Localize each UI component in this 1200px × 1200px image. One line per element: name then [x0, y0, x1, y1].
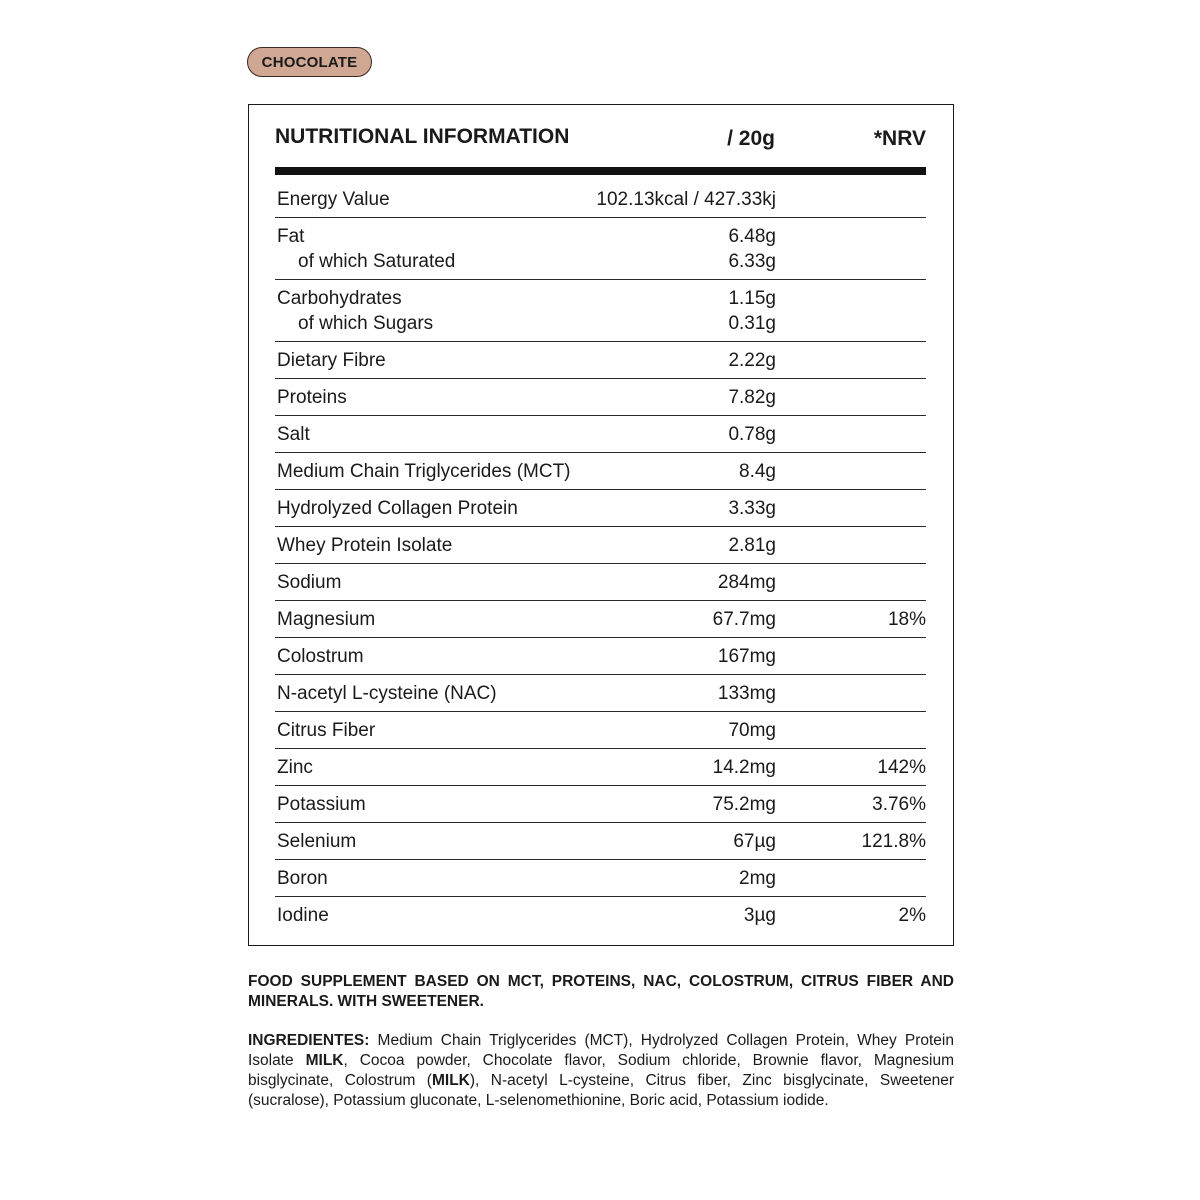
nutrient-name: Whey Protein Isolate: [277, 535, 453, 556]
row-line: [275, 496, 926, 521]
table-row: [275, 453, 926, 490]
row-line: [275, 681, 926, 706]
table-row: [275, 712, 926, 749]
nutrient-amount: 0.31g: [728, 313, 776, 334]
table-row: [275, 527, 926, 564]
ingredients-part: , Cocoa powder, Chocolate flavor, Sodium chloride, Brownie flavor, Magnesium bisglycinate, Colostrum (: [248, 1052, 955, 1089]
row-line: [275, 755, 926, 780]
nutrient-amount: 3.33g: [728, 498, 776, 519]
nutrient-name: N-acetyl L-cysteine (NAC): [277, 683, 497, 704]
nutrient-name: Fat: [277, 226, 305, 247]
nutrient-amount: 133mg: [717, 683, 776, 704]
table-row: [275, 490, 926, 527]
flavor-badge: CHOCOLATE: [247, 47, 372, 77]
allergen-milk: MILK: [305, 1052, 344, 1069]
row-line: [275, 249, 926, 274]
nutrient-amount: 70mg: [728, 720, 776, 741]
nutrient-name: Dietary Fibre: [277, 350, 386, 371]
table-row: [275, 749, 926, 786]
nutrient-nrv: 142%: [877, 757, 926, 778]
row-line: [275, 644, 926, 669]
nutrient-name: Sodium: [277, 572, 342, 593]
nutrient-name: Selenium: [277, 831, 357, 852]
row-line: [275, 385, 926, 410]
nutrient-name: Medium Chain Triglycerides (MCT): [277, 461, 571, 482]
nutrient-nrv: 18%: [887, 609, 926, 630]
table-row: [275, 416, 926, 453]
nutrient-nrv: 121.8%: [861, 831, 926, 852]
row-line: [275, 903, 926, 928]
allergen-milk: MILK: [431, 1072, 470, 1089]
nutrient-amount: 67.7mg: [712, 609, 776, 630]
nutrient-amount: 3µg: [743, 905, 776, 926]
row-line: [275, 224, 926, 249]
row-line: [275, 311, 926, 336]
nutrient-amount: 75.2mg: [712, 794, 776, 815]
nutrient-name: Potassium: [277, 794, 366, 815]
ingredients-text: [248, 1031, 954, 1111]
row-line: [275, 533, 926, 558]
nutrient-name: Proteins: [277, 387, 347, 408]
row-line: [275, 570, 926, 595]
nutrient-nrv: 2%: [898, 905, 926, 926]
nutrient-amount: 2.22g: [728, 350, 776, 371]
nutrient-amount: 102.13kcal / 427.33kj: [596, 189, 776, 210]
nutrient-amount: 6.33g: [728, 251, 776, 272]
nutrient-amount: 67µg: [733, 831, 776, 852]
table-row: [275, 181, 926, 218]
per-serving-header: / 20g: [727, 127, 775, 150]
nutrient-amount: 8.4g: [739, 461, 776, 482]
table-row: [275, 897, 926, 934]
nrv-header: *NRV: [873, 127, 926, 150]
row-line: [275, 829, 926, 854]
table-header: [275, 125, 926, 155]
nutrient-name: Colostrum: [277, 646, 364, 667]
table-row: [275, 218, 926, 280]
nutrient-amount: 14.2mg: [712, 757, 776, 778]
nutrient-name: Citrus Fiber: [277, 720, 376, 741]
nutrient-name: Salt: [277, 424, 310, 445]
nutrient-amount: 2mg: [739, 868, 776, 889]
table-row: [275, 379, 926, 416]
ingredients-part: Medium Chain Triglycerides (MCT), Hydrolyzed Collagen Protein, Whey Protein Isolate: [248, 1032, 954, 1069]
table-row: [275, 823, 926, 860]
row-line: [275, 286, 926, 311]
row-line: [275, 607, 926, 632]
nutrient-nrv: 3.76%: [872, 794, 926, 815]
row-line: [275, 348, 926, 373]
header-divider: [275, 167, 926, 175]
row-line: [275, 792, 926, 817]
table-row: [275, 638, 926, 675]
table-row: [275, 601, 926, 638]
nutrition-table: [248, 104, 954, 946]
table-row: [275, 786, 926, 823]
nutrient-name: Zinc: [277, 757, 313, 778]
nutrient-amount: 284mg: [717, 572, 776, 593]
table-title: NUTRITIONAL INFORMATION: [275, 125, 570, 148]
nutrient-name: Iodine: [277, 905, 329, 926]
nutrient-amount: 7.82g: [728, 387, 776, 408]
ingredients-part: ), N-acetyl L-cysteine, Citrus fiber, Zinc bisglycinate, Sweetener (sucralose), Potassium gluconate, L-selenomethionine, Boric acid, Potassium iodide.: [248, 1072, 955, 1109]
nutrient-amount: 2.81g: [728, 535, 776, 556]
product-description: FOOD SUPPLEMENT BASED ON MCT, PROTEINS, NAC, COLOSTRUM, CITRUS FIBER AND MINERALS. WITH SWEETENER.: [248, 973, 954, 1010]
nutrient-name: of which Sugars: [298, 313, 434, 334]
row-line: [275, 187, 926, 212]
table-row: [275, 342, 926, 379]
table-row: [275, 675, 926, 712]
row-line: [275, 718, 926, 743]
table-row: [275, 860, 926, 897]
nutrient-amount: 167mg: [717, 646, 776, 667]
row-line: [275, 459, 926, 484]
nutrient-name: Energy Value: [277, 189, 390, 210]
row-line: [275, 422, 926, 447]
ingredients-label: INGREDIENTES:: [248, 1032, 370, 1049]
table-row: [275, 280, 926, 342]
row-line: [275, 866, 926, 891]
nutrient-name: Hydrolyzed Collagen Protein: [277, 498, 518, 519]
nutrient-name: of which Saturated: [298, 251, 456, 272]
table-row: [275, 564, 926, 601]
nutrient-rows: [275, 181, 926, 934]
nutrient-name: Carbohydrates: [277, 288, 402, 309]
nutrient-amount: 6.48g: [728, 226, 776, 247]
nutrient-name: Boron: [277, 868, 328, 889]
nutrient-amount: 1.15g: [728, 288, 776, 309]
nutrient-amount: 0.78g: [728, 424, 776, 445]
nutrient-name: Magnesium: [277, 609, 376, 630]
